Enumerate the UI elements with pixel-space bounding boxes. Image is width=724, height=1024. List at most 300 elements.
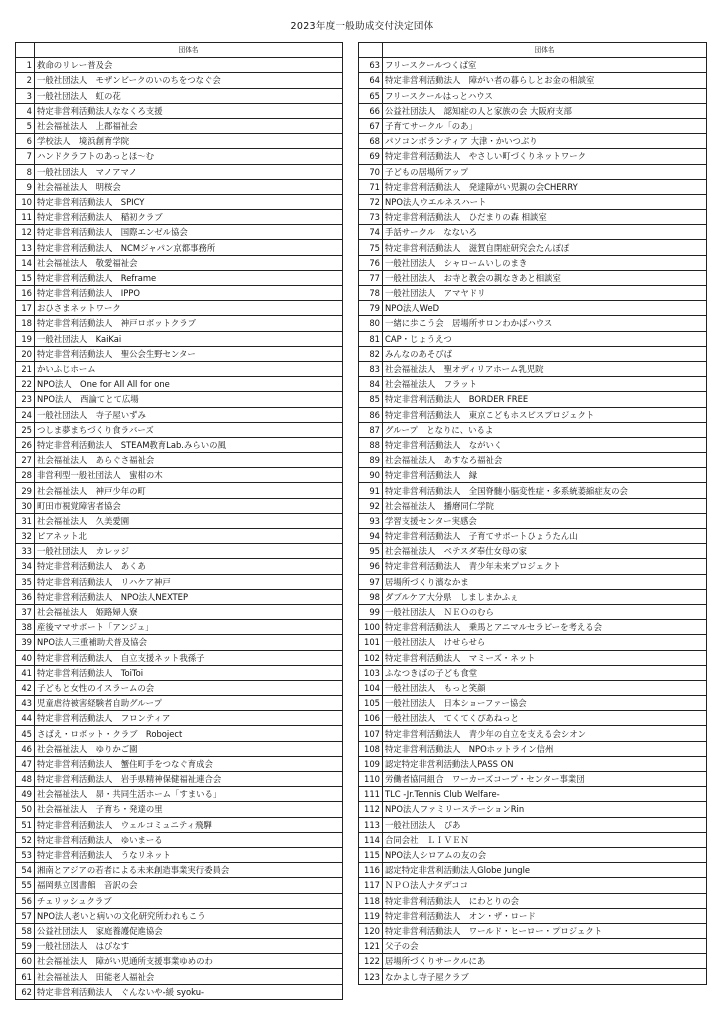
row-number: 85 — [359, 392, 383, 407]
row-number: 106 — [359, 711, 383, 726]
row-number: 27 — [16, 453, 35, 468]
row-number: 94 — [359, 529, 383, 544]
row-number: 5 — [16, 118, 35, 133]
page-title: 2023年度一般助成交付決定団体 — [290, 21, 434, 32]
table-row — [359, 650, 707, 665]
row-number: 10 — [16, 194, 35, 209]
table-row — [359, 118, 707, 133]
table-row — [359, 772, 707, 787]
organization-name: 特定非営利活動法人 やさしい町づくりネットワーク — [383, 149, 707, 164]
table-row — [16, 544, 343, 559]
row-number: 93 — [359, 513, 383, 528]
name-column-header: 団体名 — [35, 43, 343, 58]
row-number: 1 — [16, 58, 35, 73]
row-number: 122 — [359, 954, 383, 969]
table-row — [359, 589, 707, 604]
organization-name: 手話サークル なないろ — [383, 225, 707, 240]
row-number: 60 — [16, 954, 35, 969]
organization-name: 非営利型一般社団法人 蜜柑の木 — [35, 468, 343, 483]
organization-name: 認定特定非営利活動法人Globe Jungle — [383, 863, 707, 878]
organization-name: 特定非営利活動法人 ぐんないや-緩 syoku- — [35, 984, 343, 999]
table-body-right — [359, 58, 707, 984]
table-row — [359, 832, 707, 847]
row-number: 11 — [16, 210, 35, 225]
organization-name: 一般社団法人 寺子屋いずみ — [35, 407, 343, 422]
table-row — [359, 513, 707, 528]
organization-name: 特定非営利活動法人 STEAM教育Lab.みらいの風 — [35, 437, 343, 452]
row-number: 57 — [16, 908, 35, 923]
organization-name: 公益社団法人 認知症の人と家族の会 大阪府支部 — [383, 103, 707, 118]
organization-name: 子どもの居場所アップ — [383, 164, 707, 179]
row-number: 84 — [359, 377, 383, 392]
row-number: 70 — [359, 164, 383, 179]
table-row — [359, 194, 707, 209]
organization-name: 特定非営利活動法人ななくろ支援 — [35, 103, 343, 118]
row-number: 96 — [359, 559, 383, 574]
row-number: 20 — [16, 346, 35, 361]
row-number: 21 — [16, 361, 35, 376]
organization-name: なかよし寺子屋クラブ — [383, 969, 707, 984]
row-number: 80 — [359, 316, 383, 331]
row-number: 55 — [16, 878, 35, 893]
row-number: 47 — [16, 756, 35, 771]
table-row — [359, 301, 707, 316]
table-row — [16, 316, 343, 331]
organization-name: 認定特定非営利活動法人PASS ON — [383, 756, 707, 771]
organization-name: 一般社団法人 もっと笑顔 — [383, 680, 707, 695]
row-number: 73 — [359, 210, 383, 225]
table-row — [359, 756, 707, 771]
table-row — [359, 559, 707, 574]
row-number: 26 — [16, 437, 35, 452]
organization-name: 一般社団法人 お寺と教会の親なきあと相談室 — [383, 270, 707, 285]
table-row — [16, 969, 343, 984]
table-row — [16, 286, 343, 301]
organization-name: 社会福祉法人 聖オディリアホーム乳児院 — [383, 361, 707, 376]
row-number: 53 — [16, 847, 35, 862]
organization-name: チェリッシュクラブ — [35, 893, 343, 908]
row-number: 17 — [16, 301, 35, 316]
table-row — [16, 149, 343, 164]
organization-name: 救命のリレー普及会 — [35, 58, 343, 73]
organization-name: 町田市視覚障害者協会 — [35, 498, 343, 513]
table-row — [359, 529, 707, 544]
organization-name: 父子の会 — [383, 939, 707, 954]
organization-name: NPO法人シロアムの友の会 — [383, 847, 707, 862]
organization-name: 特定非営利活動法人 NPOホットライン信州 — [383, 741, 707, 756]
table-row — [16, 437, 343, 452]
table-row — [16, 908, 343, 923]
table-row — [359, 407, 707, 422]
organization-name: 特定非営利活動法人 ひだまりの森 相談室 — [383, 210, 707, 225]
row-number: 105 — [359, 696, 383, 711]
organization-name: 社会福祉法人 昴・共同生活ホーム「すまいる」 — [35, 787, 343, 802]
row-number: 114 — [359, 832, 383, 847]
table-row — [16, 787, 343, 802]
organization-name: 一般社団法人 KaiKai — [35, 331, 343, 346]
table-row — [359, 741, 707, 756]
row-number: 67 — [359, 118, 383, 133]
organization-name: 特定非営利活動法人 うなリネット — [35, 847, 343, 862]
table-row — [359, 437, 707, 452]
organization-name: NPO法人ウエルネスハート — [383, 194, 707, 209]
table-row — [16, 255, 343, 270]
table-row — [359, 620, 707, 635]
table-row — [359, 817, 707, 832]
organization-name: 特定非営利活動法人 ゆいまーる — [35, 832, 343, 847]
organization-name: 合同会社 ＬＩＶＥＮ — [383, 832, 707, 847]
organization-name: 特定非営利活動法人 国際エンゼル協会 — [35, 225, 343, 240]
table-row — [16, 923, 343, 938]
row-number: 41 — [16, 665, 35, 680]
table-row — [359, 863, 707, 878]
organization-name: 特定非営利活動法人 岩手県精神保健福祉連合会 — [35, 772, 343, 787]
row-number: 83 — [359, 361, 383, 376]
row-number: 7 — [16, 149, 35, 164]
row-number: 8 — [16, 164, 35, 179]
organization-name: 特定非営利活動法人 発達障がい児親の会CHERRY — [383, 179, 707, 194]
row-number: 86 — [359, 407, 383, 422]
table-row — [359, 468, 707, 483]
table-row — [359, 665, 707, 680]
table-row — [16, 620, 343, 635]
row-number: 104 — [359, 680, 383, 695]
table-row — [359, 680, 707, 695]
table-row — [359, 787, 707, 802]
row-number: 107 — [359, 726, 383, 741]
table-row — [16, 589, 343, 604]
table-row — [16, 984, 343, 999]
organization-name: NPO法人 One for All All for one — [35, 377, 343, 392]
organization-name: 特定非営利活動法人 子育てサポートひょうたん山 — [383, 529, 707, 544]
table-row — [16, 878, 343, 893]
table-row — [16, 453, 343, 468]
table-row — [359, 286, 707, 301]
organization-name: 特定非営利活動法人 NPO法人NEXTEP — [35, 589, 343, 604]
organization-name: ふなつきばの子ども食堂 — [383, 665, 707, 680]
row-number: 12 — [16, 225, 35, 240]
table-row — [16, 650, 343, 665]
row-number: 45 — [16, 726, 35, 741]
organization-name: ＮＰＯ法人ナタデココ — [383, 878, 707, 893]
organization-name: 一般社団法人 モザンビークのいのちをつなぐ会 — [35, 73, 343, 88]
row-number: 44 — [16, 711, 35, 726]
table-row — [16, 331, 343, 346]
row-number: 22 — [16, 377, 35, 392]
table-row — [16, 802, 343, 817]
table-row — [359, 923, 707, 938]
row-number: 68 — [359, 134, 383, 149]
table-row — [359, 346, 707, 361]
organization-name: TLC -Jr.Tennis Club Welfare- — [383, 787, 707, 802]
organization-name: 社会福祉法人 あすなろ福祉会 — [383, 453, 707, 468]
table-header-row — [359, 43, 707, 58]
row-number: 87 — [359, 422, 383, 437]
row-number: 48 — [16, 772, 35, 787]
organization-name: 一般社団法人 カレッジ — [35, 544, 343, 559]
table-row — [359, 134, 707, 149]
row-number: 98 — [359, 589, 383, 604]
organization-name: みんなのあそびば — [383, 346, 707, 361]
organization-name: つしま夢まちづくり食ラバーズ — [35, 422, 343, 437]
row-number: 92 — [359, 498, 383, 513]
table-row — [16, 954, 343, 969]
table-row — [359, 711, 707, 726]
organization-name: 特定非営利活動法人 IPPO — [35, 286, 343, 301]
organization-name: NPO法人WeD — [383, 301, 707, 316]
organization-name: 社会福祉法人 久美愛園 — [35, 513, 343, 528]
row-number: 38 — [16, 620, 35, 635]
organization-name: 特定非営利活動法人 マミーズ・ネット — [383, 650, 707, 665]
row-number: 108 — [359, 741, 383, 756]
row-number: 28 — [16, 468, 35, 483]
table-row — [16, 361, 343, 376]
table-row — [359, 103, 707, 118]
row-number: 34 — [16, 559, 35, 574]
organization-name: 居場所づくり濱なかま — [383, 574, 707, 589]
row-number: 6 — [16, 134, 35, 149]
organization-name: 特定非営利活動法人 乗馬とアニマルセラピーを考える会 — [383, 620, 707, 635]
table-row — [16, 772, 343, 787]
organization-name: 湘南とアジアの若者による未来創造事業実行委員会 — [35, 863, 343, 878]
organization-name: 社会福祉法人 フラット — [383, 377, 707, 392]
organization-name: 特定非営利活動法人 フロンティア — [35, 711, 343, 726]
row-number: 95 — [359, 544, 383, 559]
organization-name: おひさまネットワーク — [35, 301, 343, 316]
row-number: 91 — [359, 483, 383, 498]
row-number: 42 — [16, 680, 35, 695]
row-number: 31 — [16, 513, 35, 528]
organization-name: 福岡県立図書館 音訳の会 — [35, 878, 343, 893]
row-number: 29 — [16, 483, 35, 498]
organization-name: パソコンボランティア 大津・かいつぶり — [383, 134, 707, 149]
row-number: 81 — [359, 331, 383, 346]
table-row — [359, 908, 707, 923]
table-row — [16, 604, 343, 619]
row-number: 49 — [16, 787, 35, 802]
row-number: 36 — [16, 589, 35, 604]
row-number: 3 — [16, 88, 35, 103]
table-row — [16, 225, 343, 240]
organization-name: 特定非営利活動法人 ToiToi — [35, 665, 343, 680]
row-number: 99 — [359, 604, 383, 619]
row-number: 56 — [16, 893, 35, 908]
row-number: 52 — [16, 832, 35, 847]
table-body-left — [16, 58, 343, 1000]
organization-name: 特定非営利活動法人 障がい者の暮らしとお金の相談室 — [383, 73, 707, 88]
row-number: 51 — [16, 817, 35, 832]
organization-name: 特定非営利活動法人 あくあ — [35, 559, 343, 574]
table-row — [16, 559, 343, 574]
table-row — [16, 529, 343, 544]
table-row — [359, 73, 707, 88]
table-row — [359, 498, 707, 513]
row-number: 54 — [16, 863, 35, 878]
table-row — [16, 468, 343, 483]
table-row — [359, 574, 707, 589]
row-number: 58 — [16, 923, 35, 938]
table-row — [16, 817, 343, 832]
table-row — [359, 392, 707, 407]
table-row — [359, 422, 707, 437]
table-row — [359, 164, 707, 179]
organization-name: 社会福祉法人 田能老人福祉会 — [35, 969, 343, 984]
organization-name: 社会福祉法人 敬愛福祉会 — [35, 255, 343, 270]
table-row — [359, 878, 707, 893]
row-number: 102 — [359, 650, 383, 665]
row-number: 116 — [359, 863, 383, 878]
organization-name: 特定非営利活動法人 オン・ザ・ロード — [383, 908, 707, 923]
table-row — [16, 134, 343, 149]
row-number: 103 — [359, 665, 383, 680]
organization-name: 一般社団法人 けせらせら — [383, 635, 707, 650]
table-row — [359, 635, 707, 650]
organization-name: 児童虐待被害経験者自助グループ — [35, 696, 343, 711]
row-number: 39 — [16, 635, 35, 650]
row-number: 117 — [359, 878, 383, 893]
grant-table-right — [358, 42, 707, 985]
organization-name: 特定非営利活動法人 リハケア神戸 — [35, 574, 343, 589]
organization-name: 特定非営利活動法人 全国脊髄小脳変性症・多系統萎縮症友の会 — [383, 483, 707, 498]
name-column-header: 団体名 — [383, 43, 707, 58]
organization-name: ピアネット北 — [35, 529, 343, 544]
table-row — [16, 270, 343, 285]
organization-name: 特定非営利活動法人 SPICY — [35, 194, 343, 209]
table-row — [359, 88, 707, 103]
row-number: 119 — [359, 908, 383, 923]
table-row — [359, 726, 707, 741]
table-row — [16, 301, 343, 316]
table-row — [16, 346, 343, 361]
table-row — [359, 149, 707, 164]
grant-table-left — [15, 42, 343, 1000]
row-number: 66 — [359, 103, 383, 118]
table-row — [359, 58, 707, 73]
row-number: 46 — [16, 741, 35, 756]
table-row — [359, 954, 707, 969]
organization-name: 一般社団法人 シャロームいしのまき — [383, 255, 707, 270]
table-row — [359, 453, 707, 468]
row-number: 59 — [16, 939, 35, 954]
organization-name: 産後ママサポート「アンジュ」 — [35, 620, 343, 635]
table-row — [359, 939, 707, 954]
organization-name: NPO法人老いと病いの文化研究所われもこう — [35, 908, 343, 923]
organization-name: 特定非営利活動法人 自立支援ネット我孫子 — [35, 650, 343, 665]
organization-name: 一般社団法人 ＮＥＯのむら — [383, 604, 707, 619]
row-number: 25 — [16, 422, 35, 437]
table-row — [16, 179, 343, 194]
organization-name: ダブルケア大分県 しましまかふぇ — [383, 589, 707, 604]
row-number: 69 — [359, 149, 383, 164]
row-number: 62 — [16, 984, 35, 999]
organization-name: 特定非営利活動法人 神戸ロボットクラブ — [35, 316, 343, 331]
table-row — [359, 544, 707, 559]
table-row — [16, 58, 343, 73]
table-row — [16, 73, 343, 88]
row-number: 4 — [16, 103, 35, 118]
table-row — [359, 604, 707, 619]
organization-name: 一般社団法人 虹の花 — [35, 88, 343, 103]
table-row — [359, 316, 707, 331]
organization-name: 一般社団法人 日本ショーファー協会 — [383, 696, 707, 711]
table-row — [359, 270, 707, 285]
row-number: 32 — [16, 529, 35, 544]
row-number: 33 — [16, 544, 35, 559]
table-row — [16, 741, 343, 756]
organization-name: 特定非営利活動法人 青少年の自立を支える会シオン — [383, 726, 707, 741]
table-row — [359, 225, 707, 240]
table-row — [359, 240, 707, 255]
row-number: 13 — [16, 240, 35, 255]
row-number: 61 — [16, 969, 35, 984]
table-row — [359, 377, 707, 392]
organization-name: 特定非営利活動法人 滋賀自閉症研究会たんぽぽ — [383, 240, 707, 255]
table-row — [16, 240, 343, 255]
table-row — [16, 635, 343, 650]
table-row — [359, 210, 707, 225]
table-row — [16, 832, 343, 847]
table-row — [16, 377, 343, 392]
table-row — [16, 574, 343, 589]
organization-name: 一般社団法人 アマヤドリ — [383, 286, 707, 301]
organization-name: 一般社団法人 てくてくぴあねっと — [383, 711, 707, 726]
organization-name: 特定非営利活動法人 青少年未来プロジェクト — [383, 559, 707, 574]
organization-name: 特定非営利活動法人 BORDER FREE — [383, 392, 707, 407]
organization-name: 居場所づくりサークルにあ — [383, 954, 707, 969]
row-number: 110 — [359, 772, 383, 787]
table-row — [16, 756, 343, 771]
row-number: 101 — [359, 635, 383, 650]
organization-name: 社会福祉法人 あらぐさ福祉会 — [35, 453, 343, 468]
row-number: 15 — [16, 270, 35, 285]
table-row — [16, 513, 343, 528]
row-number: 64 — [359, 73, 383, 88]
row-number: 75 — [359, 240, 383, 255]
organization-name: CAP・じょうえつ — [383, 331, 707, 346]
row-number: 74 — [359, 225, 383, 240]
table-row — [16, 422, 343, 437]
table-row — [359, 483, 707, 498]
row-number: 16 — [16, 286, 35, 301]
organization-name: 特定非営利活動法人 聖公会生野センター — [35, 346, 343, 361]
number-column-header — [359, 43, 383, 58]
row-number: 113 — [359, 817, 383, 832]
row-number: 24 — [16, 407, 35, 422]
row-number: 97 — [359, 574, 383, 589]
table-row — [16, 893, 343, 908]
table-row — [16, 164, 343, 179]
organization-name: 子育てサークル「のあ」 — [383, 118, 707, 133]
table-header-row — [16, 43, 343, 58]
table-row — [16, 680, 343, 695]
organization-name: 社会福祉法人 姫路婦人寮 — [35, 604, 343, 619]
table-row — [16, 407, 343, 422]
row-number: 77 — [359, 270, 383, 285]
row-number: 40 — [16, 650, 35, 665]
number-column-header — [16, 43, 35, 58]
table-row — [16, 498, 343, 513]
row-number: 115 — [359, 847, 383, 862]
table-row — [16, 665, 343, 680]
row-number: 30 — [16, 498, 35, 513]
organization-name: NPO法人 西論てとて広場 — [35, 392, 343, 407]
organization-name: フリースクールつくば室 — [383, 58, 707, 73]
row-number: 121 — [359, 939, 383, 954]
organization-name: 特定非営利活動法人 縁 — [383, 468, 707, 483]
organization-name: さばえ・ロボット・クラブ Roboject — [35, 726, 343, 741]
row-number: 65 — [359, 88, 383, 103]
table-row — [16, 939, 343, 954]
